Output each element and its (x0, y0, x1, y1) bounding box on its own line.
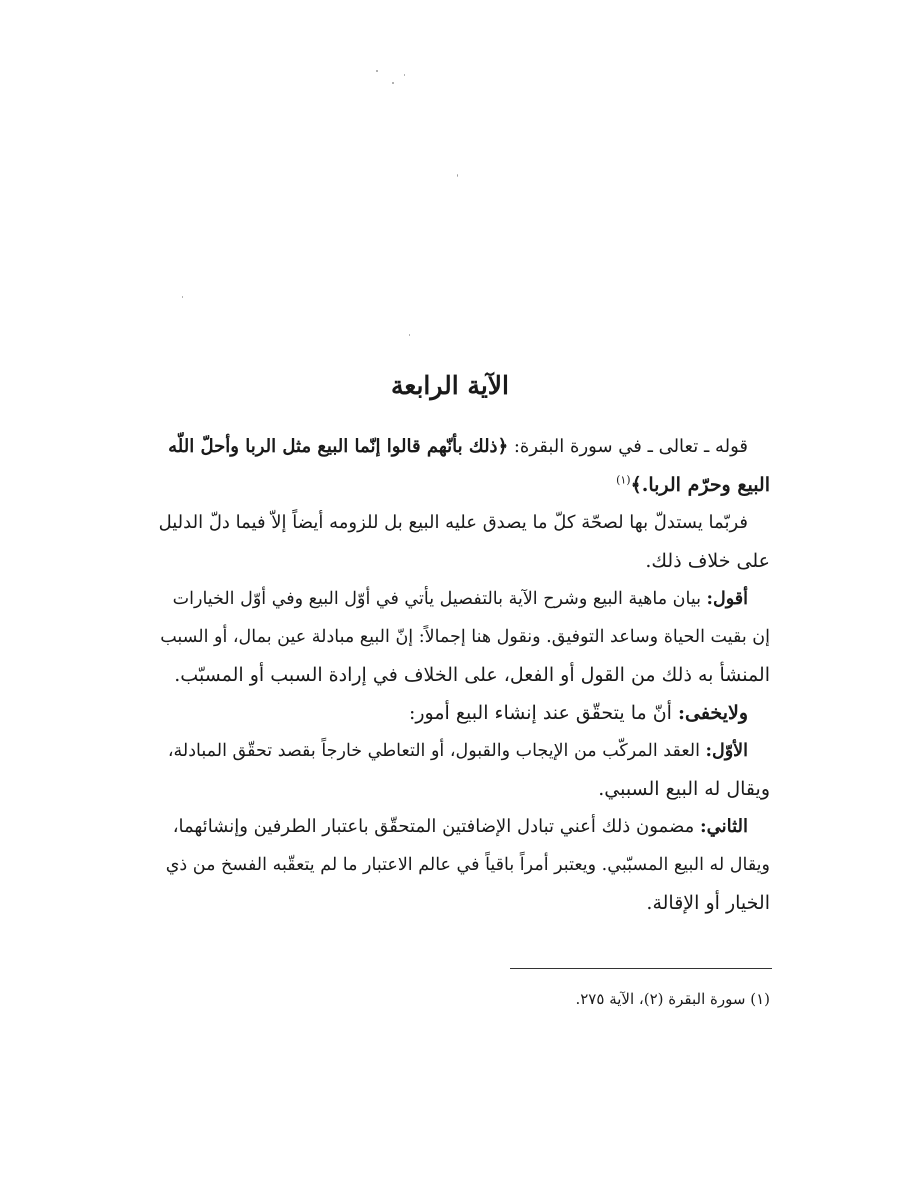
paragraph-6-line-3: الخيار أو الإقالة. (646, 892, 770, 914)
scan-speck (392, 82, 394, 84)
footnote-marker: (١) (616, 473, 631, 487)
paragraph-6-line-1 (158, 808, 770, 846)
quran-verse-end: البيع وحرّم الربا.﴾ (630, 474, 770, 496)
footnote-divider (510, 968, 772, 969)
paragraph-3-text: بيان ماهية البيع وشرح الآية بالتفصيل يأتي في أوّل البيع وفي أوّل الخيارات (172, 589, 707, 609)
paragraph-3-lead: أقول: (706, 589, 748, 609)
paragraph-2-line-1: فربّما يستدلّ بها لصحّة كلّ ما يصدق عليه البيع بل للزومه أيضاً إلاّ فيما دلّ الدليل (158, 512, 748, 533)
scan-speck (404, 74, 405, 76)
body-text (158, 428, 770, 922)
footnote: (١) سورة البقرة (٢)، الآية ٢٧٥. (575, 990, 770, 1008)
page-title: الآية الرابعة (391, 371, 509, 400)
paragraph-4-lead: ولايخفى: (677, 702, 748, 724)
paragraph-6-lead: الثاني: (699, 816, 748, 837)
paragraph-3-line-3: المنشأ به ذلك من القول أو الفعل، على الخلاف في إرادة السبب أو المسبّب. (174, 664, 770, 686)
paragraph-4-line-1 (158, 694, 770, 732)
paragraph-5-line-2: ويقال له البيع السببي. (598, 778, 770, 800)
scan-speck (409, 334, 410, 336)
paragraph-5-line-1 (158, 732, 770, 770)
paragraph-6-line-2: ويقال له البيع المسبّبي. ويعتبر أمراً باقياً في عالم الاعتبار ما لم يتعقّبه الفسخ من ذي (165, 855, 770, 875)
quran-verse: ﴿ذلك بأنّهم قالوا إنّما البيع مثل الربا وأحلّ اللّه (168, 436, 509, 457)
paragraph-1-line-2 (158, 466, 770, 504)
paragraph-1-prefix: قوله ـ تعالى ـ في سورة البقرة: (508, 436, 748, 457)
scan-speck (457, 174, 458, 177)
paragraph-3-line-1 (158, 580, 770, 618)
paragraph-5-text: العقد المركّب من الإيجاب والقبول، أو التعاطي خارجاً بقصد تحقّق المبادلة، (167, 741, 706, 761)
paragraph-6-text: مضمون ذلك أعني تبادل الإضافتين المتحقّق باعتبار الطرفين وإنشائهما، (172, 816, 700, 837)
paragraph-5-lead: الأوّل: (705, 741, 748, 761)
scan-speck (376, 70, 378, 72)
paragraph-2-line-2: على خلاف ذلك. (645, 550, 770, 572)
scan-speck (182, 296, 183, 298)
paragraph-4-text: أنّ ما يتحقّق عند إنشاء البيع أمور: (408, 702, 678, 724)
paragraph-1-line-1 (158, 428, 770, 466)
paragraph-3-line-2: إن بقيت الحياة وساعد التوفيق. ونقول هنا إجمالاً: إنّ البيع مبادلة عين بمال، أو السبب (160, 627, 770, 647)
